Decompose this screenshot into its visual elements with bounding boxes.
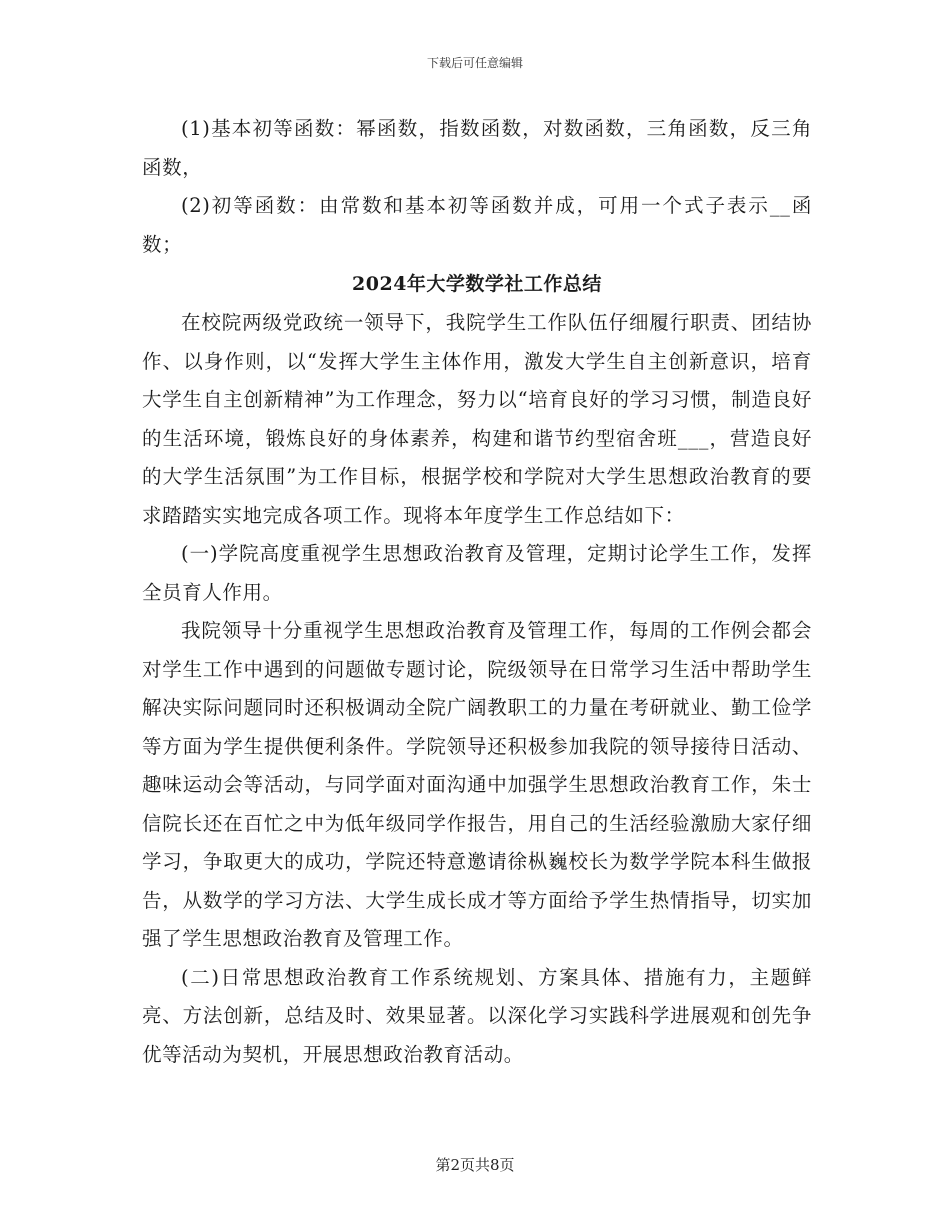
paragraph-leadership: 我院领导十分重视学生思想政治教育及管理工作，每周的工作例会都会对学生工作中遇到的问题做专题讨论，院级领导在日常学习生活中帮助学生解决实际问题同时还积极调动全院广阔教职工的力量在考研就业、勤工俭学等方面为学生提供便利条件。学院领导还积极参加我院的领导接待日活动、趣味运动会等活动，与同学面对面沟通中加强学生思想政治教育工作，朱士信院长还在百忙之中为低年级同学作报告，用自己的生活经验激励大家仔细学习，争取更大的成功，学院还特意邀请徐枞巍校长为数学学院本科生做报告，从数学的学习方法、大学生成长成才等方面给予学生热情指导，切实加强了学生思想政治教育及管理工作。 bbox=[142, 619, 812, 950]
page-indicator: 第2页共8页 bbox=[435, 1156, 515, 1174]
paragraph-elementary-functions: (2)初等函数：由常数和基本初等函数并成，可用一个式子表示__函数； bbox=[142, 194, 812, 256]
document-title: 2024年大学数学社工作总结 bbox=[352, 273, 602, 295]
paragraph-section-one-heading: (一)学院高度重视学生思想政治教育及管理，定期讨论学生工作，发挥全员育人作用。 bbox=[142, 542, 812, 604]
paragraph-intro: 在校院两级党政统一领导下，我院学生工作队伍仔细履行职责、团结协作、以身作则，以“发挥大学生主体作用，激发大学生自主创新意识，培育大学生自主创新精神”为工作理念，努力以“培育良好的学习习惯，制造良好的生活环境，锻炼良好的身体素养，构建和谐节约型宿舍班___，营造良好的大学生活氛围”为工作目标，根据学校和学院对大学生思想政治教育的要求踏踏实实地完成各项工作。现将本年度学生工作总结如下： bbox=[142, 311, 812, 527]
paragraph-section-two-heading: (二)日常思想政治教育工作系统规划、方案具体、措施有力，主题鲜亮、方法创新，总结及时、效果显著。以深化学习实践科学进展观和创先争优等活动为契机，开展思想政治教育活动。 bbox=[142, 965, 812, 1066]
paragraph-basic-functions: (1)基本初等函数：幂函数，指数函数，对数函数，三角函数，反三角函数， bbox=[142, 117, 812, 179]
document-body bbox=[142, 110, 812, 1074]
header-note: 下载后可任意编辑 bbox=[426, 56, 523, 70]
